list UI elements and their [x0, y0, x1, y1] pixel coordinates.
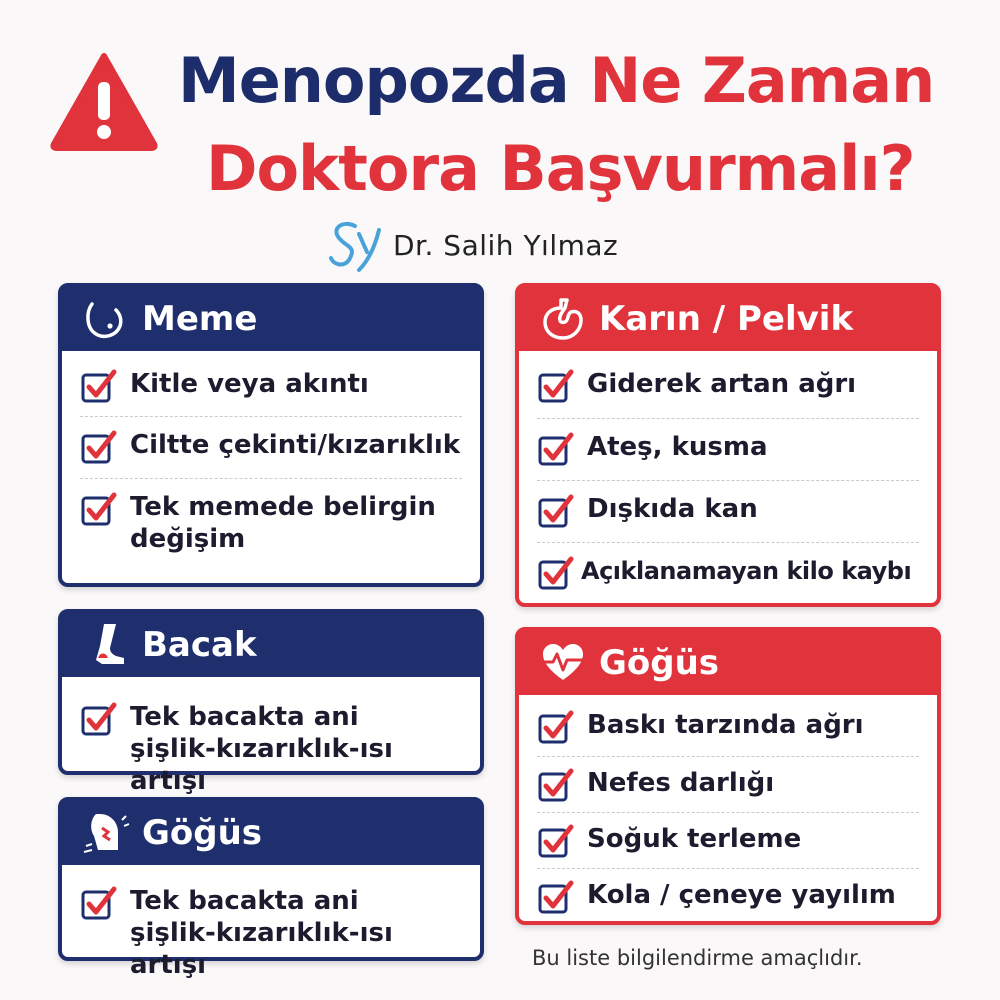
checkbox-checked-icon: [80, 491, 118, 529]
list-item: Tek bacakta ani şişlik-kızarıklık-ısı artışı: [80, 683, 462, 771]
title-part-1: Menopozda: [178, 44, 569, 117]
card-karin-pelvik: [515, 283, 941, 607]
list-item: Kitle veya akıntı: [80, 357, 462, 417]
heart-pulse-icon: [539, 640, 587, 686]
card-karin-header: [519, 287, 937, 351]
card-gogus-left-title: Göğüs: [142, 813, 263, 853]
list-item: Giderek artan ağrı: [537, 357, 919, 419]
checkbox-checked-icon: [80, 701, 118, 739]
card-gogus-right-title: Göğüs: [599, 643, 720, 683]
checkbox-checked-icon: [537, 431, 575, 469]
list-item: Ateş, kusma: [537, 419, 919, 481]
checkbox-checked-icon: [537, 555, 575, 593]
card-karin-title: Karın / Pelvik: [599, 299, 854, 339]
checkbox-checked-icon: [537, 493, 575, 531]
disclaimer-note: Bu liste bilgilendirme amaçlıdır.: [532, 946, 863, 970]
list-item: Tek bacakta ani şişlik-kızarıklık-ısı artışı: [80, 871, 462, 959]
list-item: Tek memede belirgin değişim: [80, 479, 462, 559]
card-gogus-left: [58, 797, 484, 980]
list-item: Açıklanamayan kilo kaybı: [537, 543, 919, 605]
sy-logo-icon: [325, 216, 389, 274]
stomach-icon: [539, 296, 587, 342]
leg-icon: [82, 622, 130, 668]
checkbox-checked-icon: [537, 368, 575, 406]
breast-icon: [82, 296, 130, 342]
list-item: Dışkıda kan: [537, 481, 919, 543]
card-meme-header: [62, 287, 480, 351]
card-bacak-header: [62, 613, 480, 677]
author-name: Dr. Salih Yılmaz: [393, 228, 619, 262]
list-item: Soğuk terleme: [537, 813, 919, 869]
list-item: Kola / çeneye yayılım: [537, 869, 919, 925]
checkbox-checked-icon: [537, 767, 575, 805]
card-gogus-left-header: [62, 801, 480, 865]
card-gogus-right-header: [519, 631, 937, 695]
checkbox-checked-icon: [80, 885, 118, 923]
card-bacak: [58, 609, 484, 796]
checkbox-checked-icon: [537, 823, 575, 861]
checkbox-checked-icon: [80, 368, 118, 406]
chest-pain-icon: [82, 810, 130, 856]
card-meme: [58, 283, 484, 587]
card-bacak-title: Bacak: [142, 625, 257, 665]
title-part-2: Ne Zaman: [589, 44, 935, 117]
checkbox-checked-icon: [537, 709, 575, 747]
card-gogus-right: [515, 627, 941, 925]
checkbox-checked-icon: [80, 429, 118, 467]
checkbox-checked-icon: [537, 879, 575, 917]
author-signature: [325, 215, 618, 275]
title-line-2: Doktora Başvurmalı?: [206, 132, 915, 205]
card-meme-title: Meme: [142, 299, 258, 339]
warning-icon: [48, 50, 160, 152]
list-item: Nefes darlığı: [537, 757, 919, 813]
list-item: Ciltte çekinti/kızarıklık: [80, 417, 462, 479]
list-item: Baskı tarzında ağrı: [537, 701, 919, 757]
